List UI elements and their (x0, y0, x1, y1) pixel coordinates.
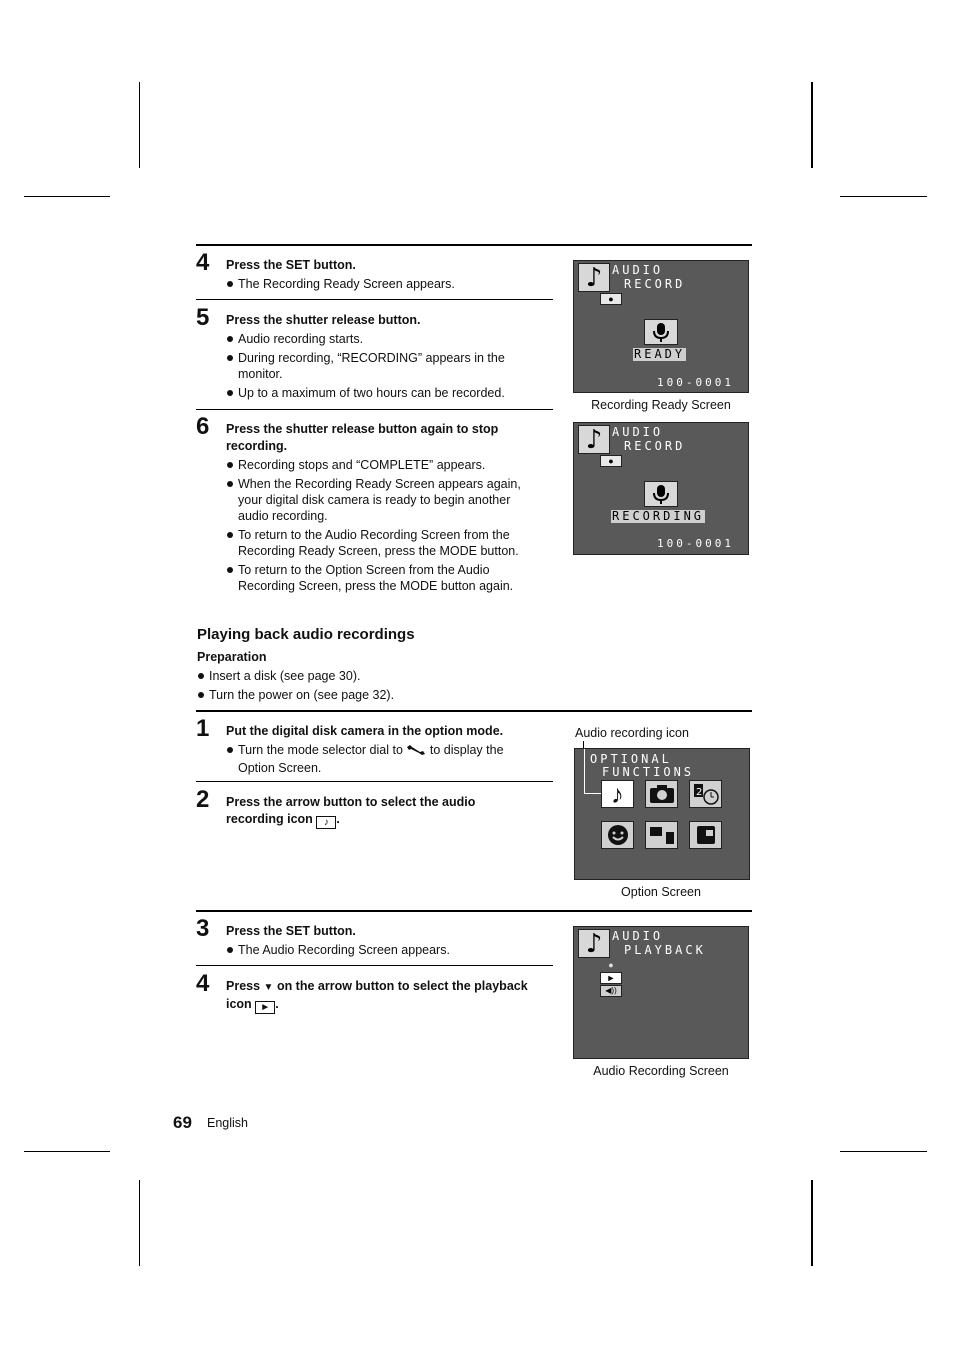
callout-line (584, 749, 585, 793)
microphone-icon (644, 319, 678, 345)
step-number: 4 (196, 249, 210, 276)
crop-mark (811, 82, 813, 168)
section-rule (196, 710, 752, 712)
step-6-stop (196, 413, 536, 597)
screen-line-2: PLAYBACK (624, 943, 706, 957)
screen-line-1: OPTIONAL (590, 752, 672, 766)
down-arrow-icon: ▼ (263, 982, 274, 993)
step-title-text: . (275, 997, 279, 1011)
record-dot-icon: ● (600, 293, 622, 305)
folder-icon (645, 821, 678, 849)
step-divider (196, 299, 553, 300)
step-number: 5 (196, 304, 210, 331)
wrench-icon (406, 744, 426, 760)
disk-icon (689, 821, 722, 849)
preparation-heading: Preparation (197, 650, 267, 664)
step-title-text: Press (226, 979, 261, 993)
step-4-set (196, 249, 536, 295)
step-number: 4 (196, 970, 210, 997)
bullet: Audio recording starts. (226, 331, 536, 347)
crop-mark (139, 82, 140, 168)
step-number: 2 (196, 786, 210, 813)
step-title-text: . (336, 812, 340, 826)
microphone-icon (644, 481, 678, 507)
step-number: 1 (196, 715, 210, 742)
step-title: Press the shutter release button. (226, 313, 421, 327)
bullet: To return to the Audio Recording Screen from the Recording Ready Screen, press the MODE button. (226, 527, 536, 559)
screen-caption: Option Screen (621, 885, 701, 899)
bullet-text: Turn the mode selector dial to (238, 743, 403, 757)
screen-line-1: AUDIO (612, 425, 664, 439)
bullet: To return to the Option Screen from the Audio Recording Screen, press the MODE button again. (226, 562, 536, 594)
file-counter: 100-0001 (657, 537, 734, 550)
step-2-select-audio (196, 786, 536, 829)
camera-icon (645, 780, 678, 808)
step-title (226, 794, 536, 829)
file-counter: 100-0001 (657, 376, 734, 389)
bullet: Up to a maximum of two hours can be recorded. (226, 385, 536, 401)
bullet: When the Recording Ready Screen appears again, your digital disk camera is ready to begin another audio recording. (226, 476, 536, 524)
step-3-set (196, 915, 536, 961)
step-title: Put the digital disk camera in the option mode. (226, 724, 504, 738)
timer-icon (689, 780, 722, 808)
section-rule (196, 910, 752, 912)
step-title: Press the SET button. (226, 924, 356, 938)
screen-line-2: FUNCTIONS (602, 765, 695, 779)
crop-mark (24, 196, 110, 197)
step-4-playback (196, 970, 536, 1014)
face-icon (601, 821, 634, 849)
status-label: RECORDING (612, 509, 705, 523)
step-1-option-mode (196, 715, 536, 779)
language-label: English (207, 1116, 248, 1130)
crop-mark (840, 1151, 927, 1152)
bullet: Turn the power on (see page 32). (197, 687, 537, 703)
screen-line-2: RECORD (624, 439, 686, 453)
bullet-text: to display the Option Screen. (238, 743, 504, 775)
crop-mark (24, 1151, 110, 1152)
section-title: Playing back audio recordings (197, 626, 415, 643)
svg-text:2: 2 (695, 787, 702, 798)
music-note-icon: ♪ (578, 929, 610, 958)
option-screen (574, 748, 750, 880)
screen-caption: Audio Recording Screen (593, 1064, 729, 1078)
crop-mark (139, 1180, 140, 1266)
bullet (226, 742, 536, 776)
step-title: Press the SET button. (226, 258, 356, 272)
record-dot-icon: ● (600, 959, 622, 971)
step-title-text: Press the arrow button to select the audio recording icon (226, 795, 476, 826)
step-5-shutter (196, 304, 536, 404)
music-note-icon: ♪ (316, 816, 336, 829)
recording-ready-screen (573, 260, 749, 393)
music-note-icon: ♪ (578, 425, 610, 454)
bullet: Insert a disk (see page 30). (197, 668, 537, 684)
bullet: The Audio Recording Screen appears. (226, 942, 536, 958)
step-divider (196, 965, 553, 966)
screen-caption: Recording Ready Screen (591, 398, 731, 412)
screen-line-1: AUDIO (612, 263, 664, 277)
music-note-icon: ♪ (578, 263, 610, 292)
crop-mark (840, 196, 927, 197)
step-divider (196, 781, 553, 782)
page-number: 69 (173, 1113, 192, 1132)
crop-mark (811, 1180, 813, 1266)
bullet: The Recording Ready Screen appears. (226, 276, 536, 292)
status-label: READY (634, 347, 686, 361)
step-divider (196, 409, 553, 410)
step-title: Press the shutter release button again to stop recording. (226, 422, 499, 453)
screen-line-1: AUDIO (612, 929, 664, 943)
bullet: Recording stops and “COMPLETE” appears. (226, 457, 536, 473)
play-icon: ► (255, 1001, 275, 1014)
callout-line (584, 793, 601, 794)
section-rule (196, 244, 752, 246)
record-dot-icon: ● (600, 455, 622, 467)
callout-label: Audio recording icon (575, 726, 689, 740)
audio-recording-screen (573, 926, 749, 1059)
step-title (226, 978, 536, 1014)
step-number: 6 (196, 413, 210, 440)
recording-screen (573, 422, 749, 555)
bullet: During recording, “RECORDING” appears in the monitor. (226, 350, 536, 382)
step-number: 3 (196, 915, 210, 942)
play-icon: ► (600, 972, 622, 984)
volume-icon: ◀)) (600, 985, 622, 997)
audio-recording-icon: ♪ (601, 780, 634, 808)
preparation-list (197, 668, 537, 706)
step-title-text: on the arrow button to select the playback icon (226, 979, 528, 1011)
screen-line-2: RECORD (624, 277, 686, 291)
